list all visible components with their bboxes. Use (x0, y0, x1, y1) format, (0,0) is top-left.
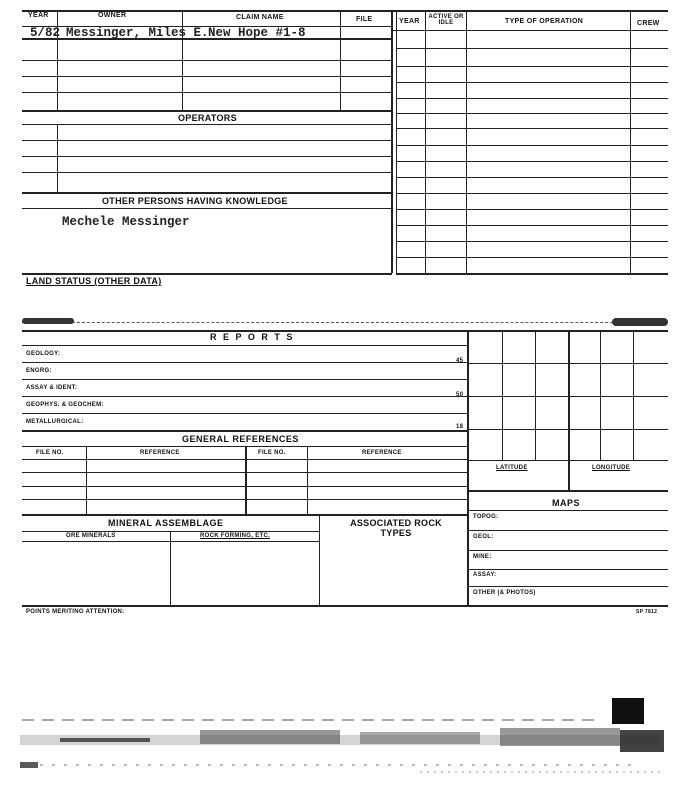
longitude-label: LONGITUDE (592, 465, 631, 471)
maps-other: OTHER (& PHOTOS) (473, 590, 536, 596)
maps-mine: MINE: (473, 554, 492, 560)
associated-rock-types: ASSOCIATED ROCK TYPES (350, 518, 442, 538)
points-meriting-label: POINTS MERITING ATTENTION: (26, 609, 125, 615)
col-type-of-operation: TYPE OF OPERATION (505, 18, 584, 25)
entry-claim-name: New Hope #1-8 (208, 26, 306, 40)
operators-label: OPERATORS (178, 113, 237, 123)
general-references-title: GENERAL REFERENCES (182, 434, 299, 444)
report-metallurgical: METALLURGICAL: (26, 419, 84, 425)
col-active-or-idle: ACTIVE OR IDLE (428, 14, 464, 26)
col-year-2: YEAR (399, 18, 420, 25)
gr-col-ref-2: REFERENCE (362, 450, 402, 456)
report-geophys: GEOPHYS. & GEOCHEM: (26, 402, 104, 408)
latitude-label: LATITUDE (496, 465, 528, 471)
entry-year: 5/82 (30, 26, 61, 40)
form-number: SP 7812 (636, 609, 658, 615)
col-year: YEAR (28, 12, 49, 19)
col-claim-name: CLAIM NAME (236, 14, 284, 21)
mineral-assemblage-title: MINERAL ASSEMBLAGE (108, 518, 224, 528)
other-persons-label: OTHER PERSONS HAVING KNOWLEDGE (102, 196, 288, 206)
report-assay: ASSAY & IDENT: (26, 385, 78, 391)
gr-col-ref-1: REFERENCE (140, 450, 180, 456)
maps-topog: TOPOG: (473, 514, 499, 520)
maps-assay: ASSAY: (473, 572, 497, 578)
gr-col-file-2: FILE NO. (258, 450, 286, 456)
reports-title: R E P O R T S (210, 332, 295, 342)
col-crew: CREW (637, 20, 660, 27)
land-status-label: LAND STATUS (OTHER DATA) (26, 276, 162, 286)
gr-col-file-1: FILE NO. (36, 450, 64, 456)
other-person-name: Mechele Messinger (62, 215, 190, 229)
report-geology: GEOLOGY: (26, 351, 61, 357)
maps-geol: GEOL: (473, 534, 494, 540)
ore-minerals-label: ORE MINERALS (66, 533, 116, 539)
report-engrg: ENGRG: (26, 368, 52, 374)
entry-owner: Messinger, Miles E. (66, 26, 209, 40)
col-owner: OWNER (98, 12, 127, 19)
col-file: FILE (356, 16, 373, 23)
report-assay-num: 50 (456, 392, 464, 398)
rock-forming-label: ROCK FORMING, ETC. (200, 533, 271, 539)
scan-noise-graphic (0, 690, 678, 800)
report-geology-num: 45 (456, 358, 464, 364)
maps-title: MAPS (552, 498, 581, 508)
report-metallurgical-num: 18 (456, 424, 464, 430)
